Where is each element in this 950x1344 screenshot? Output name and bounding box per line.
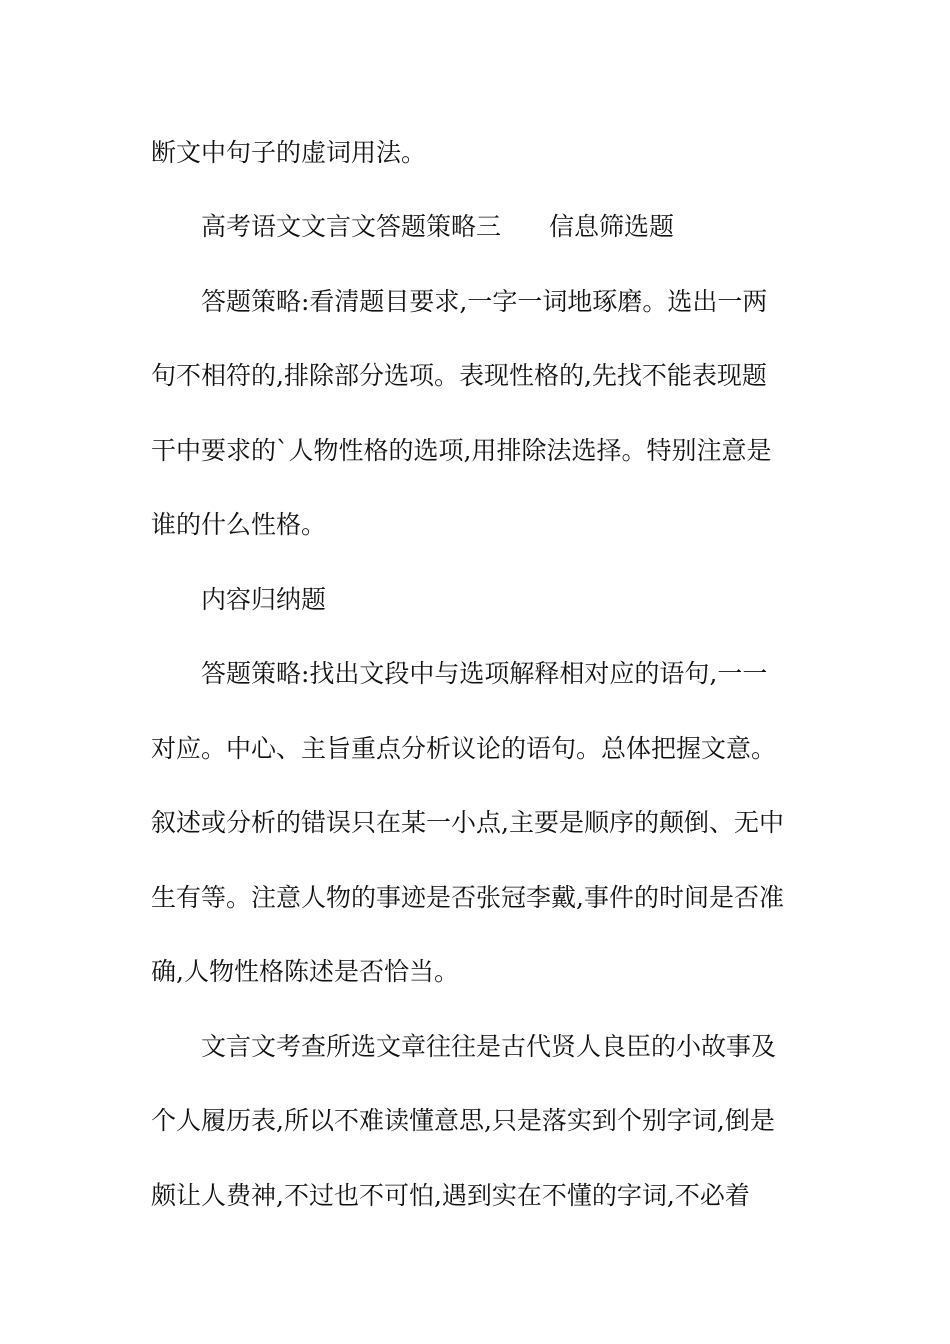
text-line: 谁的什么性格。	[151, 510, 327, 539]
text-line: 确,人物性格陈述是否恰当。	[151, 957, 459, 986]
text-line: 答题策略:找出文段中与选项解释相对应的语句,一一	[201, 659, 768, 688]
section-heading: 内容归纳题	[201, 585, 327, 614]
section-heading	[201, 210, 861, 244]
text-line: 句不相符的,排除部分选项。表现性格的,先找不能表现题	[151, 361, 767, 390]
text-line: 答题策略:看清题目要求,一字一词地琢磨。选出一两	[201, 287, 768, 316]
text-line: 文言文考查所选文章往往是古代贤人良臣的小故事及	[201, 1032, 777, 1061]
text-line: 干中要求的`人物性格的选项,用排除法选择。特别注意是	[151, 436, 772, 465]
text-line: 叙述或分析的错误只在某一小点,主要是顺序的颠倒、无中	[151, 808, 784, 837]
heading-title: 高考语文文言文答题策略三	[201, 212, 502, 241]
text-line: 颇让人费神,不过也不可怕,遇到实在不懂的字词,不必着	[151, 1181, 750, 1210]
text-line: 个人履历表,所以不难读懂意思,只是落实到个别字词,倒是	[151, 1106, 775, 1135]
text-line: 断文中句子的虚词用法。	[151, 138, 427, 167]
text-line: 对应。中心、主旨重点分析议论的语句。总体把握文意。	[151, 734, 777, 763]
text-line: 生有等。注意人物的事迹是否张冠李戴,事件的时间是否准	[151, 883, 784, 912]
heading-subtitle: 信息筛选题	[549, 212, 675, 241]
